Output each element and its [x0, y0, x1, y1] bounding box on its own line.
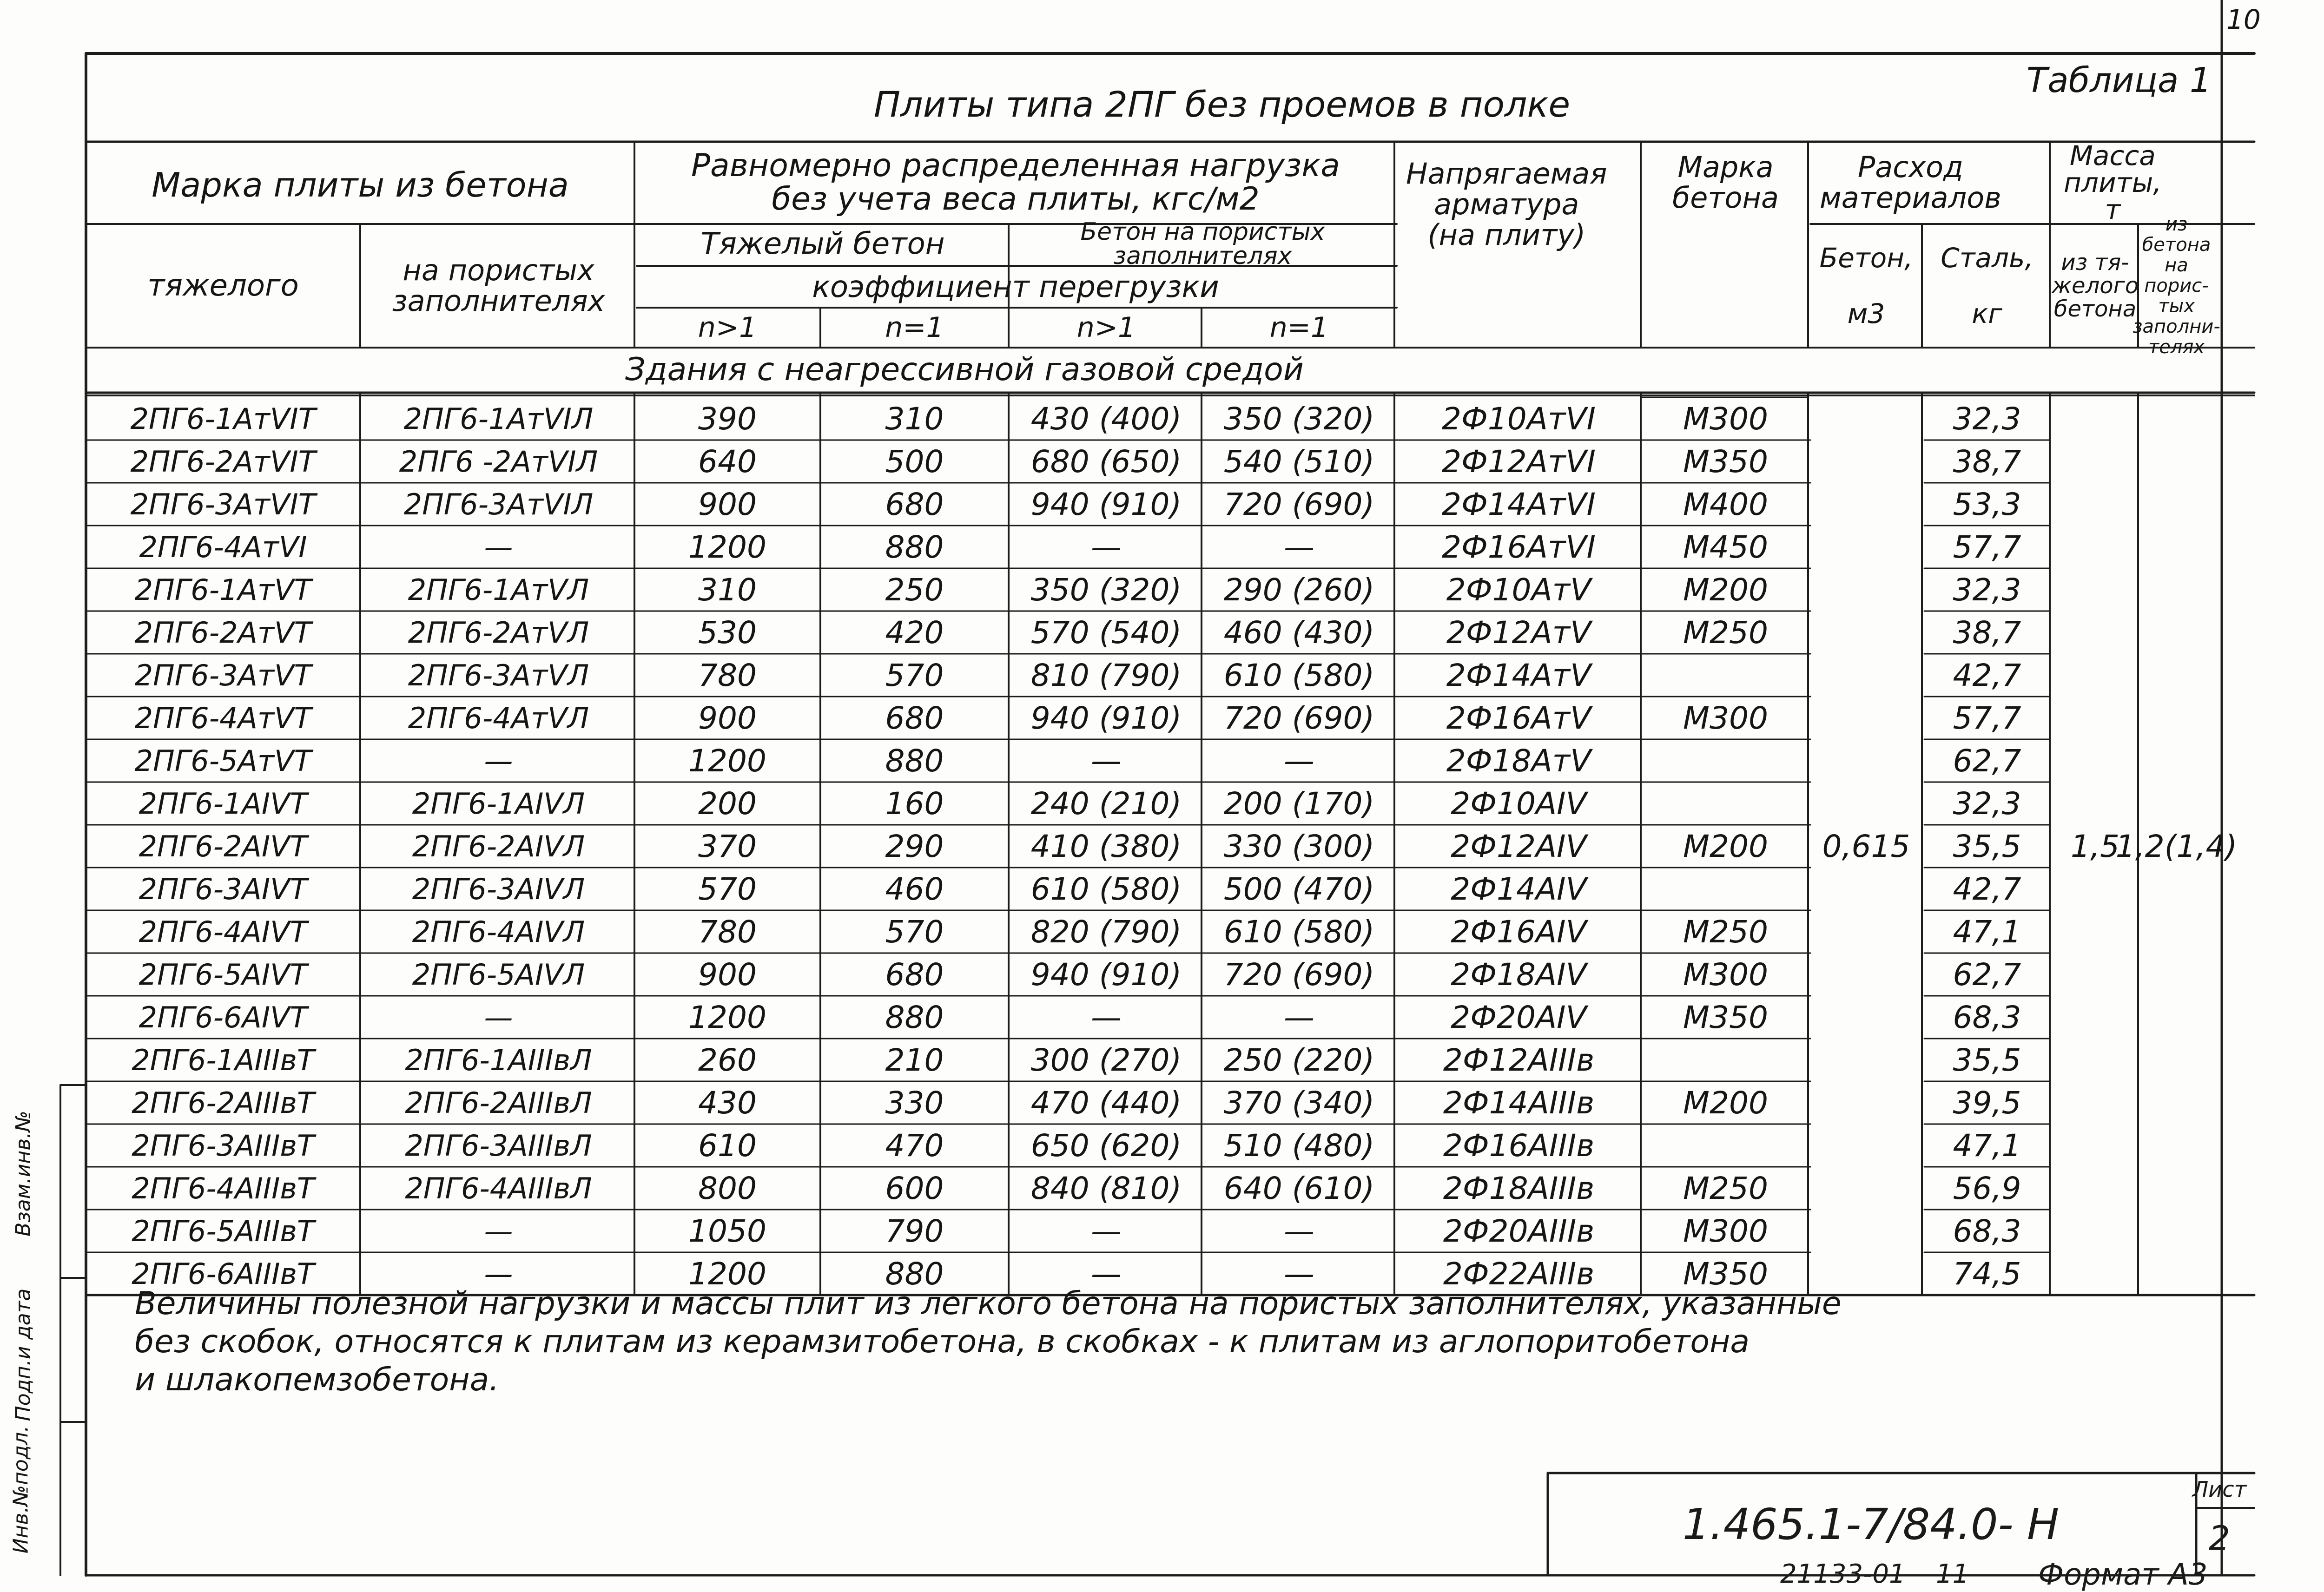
table-cell-h1: 780	[698, 657, 757, 693]
table-cell-porous: 2ПГ6-2АтVЛ	[408, 615, 589, 650]
side-label-sign-date: Подп.и дата	[11, 1288, 35, 1421]
table-cell-concrete-grade: М400	[1683, 486, 1768, 522]
table-cell-steel: 47,1	[1953, 914, 2021, 950]
table-cell-steel: 38,7	[1953, 443, 2021, 480]
table-cell-rebar: 2Ф18АIIIв	[1443, 1170, 1595, 1206]
table-cell-steel: 47,1	[1953, 1127, 2021, 1164]
table-cell-p1: —	[1091, 1213, 1122, 1249]
table-cell-rebar: 2Ф20АIV	[1451, 999, 1587, 1035]
sheet-corner-mark: 10	[2226, 4, 2261, 35]
table-cell-heavy: 2ПГ6-3АтVIТ	[130, 487, 316, 521]
table-cell-h1: 1200	[688, 529, 766, 565]
table-cell-p2: 250 (220)	[1223, 1042, 1375, 1078]
table-cell-h1: 200	[698, 785, 757, 822]
table-cell-p1: 610 (580)	[1030, 871, 1182, 907]
header-grade-porous: на пористых заполнителях	[392, 253, 605, 318]
table-cell-rebar: 2Ф16АIV	[1451, 914, 1587, 950]
header-overload: коэффициент перегрузки	[812, 270, 1219, 304]
table-cell-steel: 38,7	[1953, 614, 2021, 651]
table-cell-p1: 940 (910)	[1030, 486, 1182, 522]
table-cell-h2: 880	[885, 529, 944, 565]
archive-number: 21133-01	[1780, 1559, 1906, 1589]
table-cell-concrete-grade: М200	[1683, 1085, 1768, 1121]
document-code: 1.465.1-7/84.0- Н	[1682, 1499, 2060, 1549]
table-cell-heavy: 2ПГ6-4АтVI	[139, 530, 307, 564]
table-cell-rebar: 2Ф12АтV	[1446, 614, 1591, 651]
table-cell-p2: —	[1284, 999, 1314, 1035]
table-cell-p1: 940 (910)	[1030, 700, 1182, 736]
table-cell-h1: 640	[698, 443, 757, 480]
table-cell-porous: —	[484, 1214, 513, 1248]
header-porous-concrete: Бетон на пористых заполнителях	[1080, 218, 1325, 270]
header-grade-heavy: тяжелого	[147, 269, 299, 303]
table-cell-concrete-grade: М450	[1683, 529, 1768, 565]
table-cell-p1: 410 (380)	[1030, 828, 1182, 864]
table-cell-h2: 250	[885, 572, 944, 608]
table-cell-rebar: 2Ф12АтVI	[1442, 443, 1596, 480]
sheet-number: 2	[2209, 1519, 2230, 1558]
table-cell-heavy: 2ПГ6-5АтVТ	[134, 743, 312, 778]
table-cell-rebar: 2Ф16АIIIв	[1443, 1127, 1595, 1164]
table-cell-h1: 900	[698, 700, 757, 736]
table-cell-h2: 600	[885, 1170, 944, 1206]
header-heavy-n-eq-1: n=1	[885, 311, 944, 344]
table-cell-steel: 35,5	[1953, 1042, 2021, 1078]
table-cell-h2: 470	[885, 1127, 944, 1164]
table-cell-rebar: 2Ф14АтVI	[1442, 486, 1596, 522]
table-cell-heavy: 2ПГ6-5АIVТ	[139, 957, 308, 992]
table-cell-steel: 32,3	[1953, 572, 2021, 608]
table-cell-p1: —	[1091, 743, 1122, 779]
sheet-index: 11	[1936, 1559, 1969, 1589]
table-cell-porous: 2ПГ6 -2АтVIЛ	[399, 444, 598, 479]
table-cell-h1: 900	[698, 486, 757, 522]
table-cell-porous: —	[484, 1000, 513, 1034]
table-cell-heavy: 2ПГ6-1АтVIТ	[130, 401, 316, 436]
table-cell-p1: 350 (320)	[1030, 572, 1182, 608]
paper-format: Формат А3	[2038, 1558, 2208, 1592]
table-cell-porous: —	[484, 1256, 513, 1291]
table-cell-steel: 32,3	[1953, 401, 2021, 437]
table-cell-p2: 290 (260)	[1223, 572, 1375, 608]
table-cell-p2: 510 (480)	[1223, 1127, 1375, 1164]
table-cell-steel: 42,7	[1953, 871, 2021, 907]
table-label: Таблица 1	[2027, 60, 2212, 100]
table-cell-porous: 2ПГ6-1АIIIвЛ	[405, 1043, 592, 1077]
table-cell-h1: 1200	[688, 743, 766, 779]
table-cell-steel: 32,3	[1953, 785, 2021, 822]
header-grade: Марка плиты из бетона	[152, 165, 569, 204]
header-porous-n-gt-1: n>1	[1076, 311, 1136, 344]
table-cell-rebar: 2Ф14АтV	[1446, 657, 1591, 693]
table-cell-p2: —	[1284, 743, 1314, 779]
table-cell-concrete-grade: М300	[1683, 700, 1768, 736]
table-cell-p2: 500 (470)	[1223, 871, 1375, 907]
table-cell-h1: 430	[698, 1085, 757, 1121]
table-cell-steel: 57,7	[1953, 529, 2021, 565]
table-cell-p2: 370 (340)	[1223, 1085, 1375, 1121]
table-cell-h2: 880	[885, 999, 944, 1035]
table-cell-porous: —	[484, 530, 513, 564]
table-cell-p1: 940 (910)	[1030, 956, 1182, 993]
table-cell-h2: 680	[885, 956, 944, 993]
table-cell-h1: 530	[698, 614, 757, 651]
table-cell-concrete-grade: М250	[1683, 614, 1768, 651]
table-cell-rebar: 2Ф10АтVI	[1442, 401, 1596, 437]
table-cell-porous: 2ПГ6-5АIVЛ	[412, 957, 585, 992]
table-cell-h2: 880	[885, 743, 944, 779]
table-cell-heavy: 2ПГ6-6АIIIвТ	[132, 1256, 315, 1291]
table-cell-h2: 310	[885, 401, 944, 437]
table-cell-heavy: 2ПГ6-4АIVТ	[139, 914, 308, 949]
table-cell-concrete-grade: М250	[1683, 1170, 1768, 1206]
table-cell-concrete-grade: М350	[1683, 443, 1768, 480]
table-cell-steel: 62,7	[1953, 956, 2021, 993]
header-concrete-grade: Марка бетона	[1672, 150, 1779, 215]
table-cell-h2: 330	[885, 1085, 944, 1121]
table-cell-porous: 2ПГ6-1АтVIЛ	[403, 401, 594, 436]
table-cell-p2: 720 (690)	[1223, 700, 1375, 736]
table-cell-concrete-grade: М200	[1683, 828, 1768, 864]
table-cell-h1: 1200	[688, 1256, 766, 1292]
table-cell-heavy: 2ПГ6-3АтVТ	[134, 658, 312, 692]
table-cell-heavy: 2ПГ6-2АтVIТ	[130, 444, 316, 479]
table-cell-h1: 1200	[688, 999, 766, 1035]
table-cell-h2: 570	[885, 914, 944, 950]
table-cell-p1: 810 (790)	[1030, 657, 1182, 693]
table-cell-p1: —	[1091, 1256, 1122, 1292]
table-cell-rebar: 2Ф18АтV	[1446, 743, 1591, 779]
table-cell-rebar: 2Ф12АIV	[1451, 828, 1587, 864]
table-cell-rebar: 2Ф10АтV	[1446, 572, 1591, 608]
table-cell-steel: 42,7	[1953, 657, 2021, 693]
table-cell-steel: 62,7	[1953, 743, 2021, 779]
table-cell-h1: 570	[698, 871, 757, 907]
table-cell-h1: 900	[698, 956, 757, 993]
header-mass: Масса плиты, т	[2064, 139, 2162, 225]
table-cell-concrete-grade: М300	[1683, 1213, 1768, 1249]
sheet-label: Лист	[2192, 1477, 2247, 1502]
table-cell-rebar: 2Ф16АтVI	[1442, 529, 1596, 565]
header-porous-n-eq-1: n=1	[1269, 311, 1329, 344]
table-cell-p1: 300 (270)	[1030, 1042, 1182, 1078]
table-cell-porous: 2ПГ6-2АIVЛ	[412, 829, 585, 863]
header-heavy-concrete: Тяжелый бетон	[700, 227, 945, 261]
table-cell-heavy: 2ПГ6-3АIIIвТ	[132, 1128, 315, 1163]
table-cell-concrete-grade: М350	[1683, 999, 1768, 1035]
header-materials: Расход материалов	[1820, 150, 2001, 215]
table-cell-steel: 74,5	[1953, 1256, 2021, 1292]
table-cell-p1: —	[1091, 999, 1122, 1035]
header-mass-porous: из бетона на порис- тых заполни- телях	[2133, 214, 2220, 358]
table-cell-heavy: 2ПГ6-1АIVТ	[139, 786, 308, 821]
table-cell-heavy: 2ПГ6-4АтVТ	[134, 701, 312, 735]
table-cell-h2: 420	[885, 614, 944, 651]
table-cell-h2: 460	[885, 871, 944, 907]
table-cell-rebar: 2Ф14АIV	[1451, 871, 1587, 907]
header-mass-heavy: из тя- желого бетона	[2051, 250, 2139, 322]
header-rebar: Напрягаемая арматура (на плиту)	[1406, 157, 1607, 252]
table-cell-steel: 35,5	[1953, 828, 2021, 864]
table-cell-porous: 2ПГ6-3АIIIвЛ	[405, 1128, 592, 1163]
table-cell-porous: 2ПГ6-1АIVЛ	[412, 786, 585, 821]
table-cell-porous: —	[484, 743, 513, 778]
table-cell-steel: 39,5	[1953, 1085, 2021, 1121]
table-cell-p2: —	[1284, 1213, 1314, 1249]
table-cell-porous: 2ПГ6-4АтVЛ	[408, 701, 589, 735]
header-steel-kg: Сталь, кг	[1941, 242, 2034, 329]
table-cell-p1: 820 (790)	[1030, 914, 1182, 950]
table-cell-h1: 800	[698, 1170, 757, 1206]
table-cell-h2: 680	[885, 700, 944, 736]
header-load: Равномерно распределенная нагрузка без учета веса плиты, кгс/м2	[691, 147, 1340, 217]
table-cell-rebar: 2Ф22АIIIв	[1443, 1256, 1595, 1292]
table-cell-h2: 290	[885, 828, 944, 864]
table-cell-p2: —	[1284, 1256, 1314, 1292]
table-cell-p1: 430 (400)	[1030, 401, 1182, 437]
table-cell-heavy: 2ПГ6-1АIIIвТ	[132, 1043, 315, 1077]
table-cell-p2: 330 (300)	[1223, 828, 1375, 864]
table-cell-h2: 790	[885, 1213, 944, 1249]
table-cell-h2: 210	[885, 1042, 944, 1078]
table-cell-rebar: 2Ф14АIIIв	[1443, 1085, 1595, 1121]
table-cell-porous: 2ПГ6-4АIVЛ	[412, 914, 585, 949]
table-cell-h2: 160	[885, 785, 944, 822]
table-cell-h1: 1050	[688, 1213, 766, 1249]
table-cell-p1: 570 (540)	[1030, 614, 1182, 651]
table-cell-p1: 680 (650)	[1030, 443, 1182, 480]
table-cell-heavy: 2ПГ6-1АтVТ	[134, 572, 312, 607]
table-cell-steel: 68,3	[1953, 1213, 2021, 1249]
table-cell-p2: —	[1284, 529, 1314, 565]
footnote: Величины полезной нагрузки и массы плит из легкого бетона на пористых заполнителях, указанные без скобок, относятся к плитам из керамзитобетона, в скобках - к плитам из аглопоритобетона и шлакопемзобетона.	[135, 1285, 1842, 1398]
table-cell-h2: 680	[885, 486, 944, 522]
table-cell-p2: 460 (430)	[1223, 614, 1375, 651]
table-cell-merged-mass-heavy: 1,5	[2071, 828, 2119, 864]
table-cell-heavy: 2ПГ6-2АтVТ	[134, 615, 312, 650]
table-cell-heavy: 2ПГ6-3АIVТ	[139, 872, 308, 906]
table-cell-porous: 2ПГ6-3АтVЛ	[408, 658, 589, 692]
side-label-vzam: Взам.инв.№	[11, 1111, 35, 1237]
side-label-inv: Инв.№подл.	[9, 1425, 33, 1554]
table-cell-rebar: 2Ф10АIV	[1451, 785, 1587, 822]
table-cell-porous: 2ПГ6-3АтVIЛ	[403, 487, 594, 521]
table-cell-p2: 610 (580)	[1223, 914, 1375, 950]
table-cell-rebar: 2Ф18АIV	[1451, 956, 1587, 993]
table-cell-porous: 2ПГ6-3АIVЛ	[412, 872, 585, 906]
table-cell-p2: 610 (580)	[1223, 657, 1375, 693]
table-cell-merged-mass-porous: 1,2(1,4)	[2115, 828, 2238, 864]
table-cell-steel: 53,3	[1953, 486, 2021, 522]
table-cell-heavy: 2ПГ6-2АIVТ	[139, 829, 308, 863]
table-cell-heavy: 2ПГ6-4АIIIвТ	[132, 1171, 315, 1205]
table-cell-p2: 200 (170)	[1223, 785, 1375, 822]
table-cell-rebar: 2Ф20АIIIв	[1443, 1213, 1595, 1249]
table-cell-h2: 880	[885, 1256, 944, 1292]
table-cell-p2: 540 (510)	[1223, 443, 1375, 480]
table-cell-p1: 650 (620)	[1030, 1127, 1182, 1164]
table-cell-h1: 260	[698, 1042, 757, 1078]
table-cell-porous: 2ПГ6-1АтVЛ	[408, 572, 589, 607]
table-cell-concrete-grade: М250	[1683, 914, 1768, 950]
table-cell-steel: 57,7	[1953, 700, 2021, 736]
table-cell-concrete-grade: М300	[1683, 956, 1768, 993]
table-cell-p2: 720 (690)	[1223, 486, 1375, 522]
table-cell-h1: 310	[698, 572, 757, 608]
table-cell-steel: 68,3	[1953, 999, 2021, 1035]
table-cell-concrete-grade: М350	[1683, 1256, 1768, 1292]
table-cell-concrete-grade: М300	[1683, 401, 1768, 437]
table-cell-p2: 640 (610)	[1223, 1170, 1375, 1206]
table-cell-porous: 2ПГ6-2АIIIвЛ	[405, 1085, 592, 1120]
table-cell-h2: 570	[885, 657, 944, 693]
table-cell-porous: 2ПГ6-4АIIIвЛ	[405, 1171, 592, 1205]
table-cell-heavy: 2ПГ6-2АIIIвТ	[132, 1085, 315, 1120]
table-cell-heavy: 2ПГ6-5АIIIвТ	[132, 1214, 315, 1248]
table-cell-p2: 720 (690)	[1223, 956, 1375, 993]
table-cell-rebar: 2Ф16АтV	[1446, 700, 1591, 736]
table-cell-h2: 500	[885, 443, 944, 480]
table-cell-p1: 470 (440)	[1030, 1085, 1182, 1121]
table-cell-p1: 840 (810)	[1030, 1170, 1182, 1206]
table-cell-h1: 610	[698, 1127, 757, 1164]
header-concrete-m3: Бетон, м3	[1819, 242, 1913, 329]
table-cell-p1: —	[1091, 529, 1122, 565]
table-cell-h1: 780	[698, 914, 757, 950]
table-cell-steel: 56,9	[1953, 1170, 2021, 1206]
table-cell-concrete-grade: М200	[1683, 572, 1768, 608]
table-title: Плиты типа 2ПГ без проемов в полке	[874, 84, 1571, 125]
table-cell-h1: 390	[698, 401, 757, 437]
table-cell-heavy: 2ПГ6-6АIVТ	[139, 1000, 308, 1034]
header-heavy-n-gt-1: n>1	[698, 311, 757, 344]
section-row-label: Здания с неагрессивной газовой средой	[625, 351, 1304, 388]
table-cell-merged-concrete-m3: 0,615	[1822, 828, 1910, 864]
table-cell-p2: 350 (320)	[1223, 401, 1375, 437]
table-cell-rebar: 2Ф12АIIIв	[1443, 1042, 1595, 1078]
table-cell-h1: 370	[698, 828, 757, 864]
table-cell-p1: 240 (210)	[1030, 785, 1182, 822]
